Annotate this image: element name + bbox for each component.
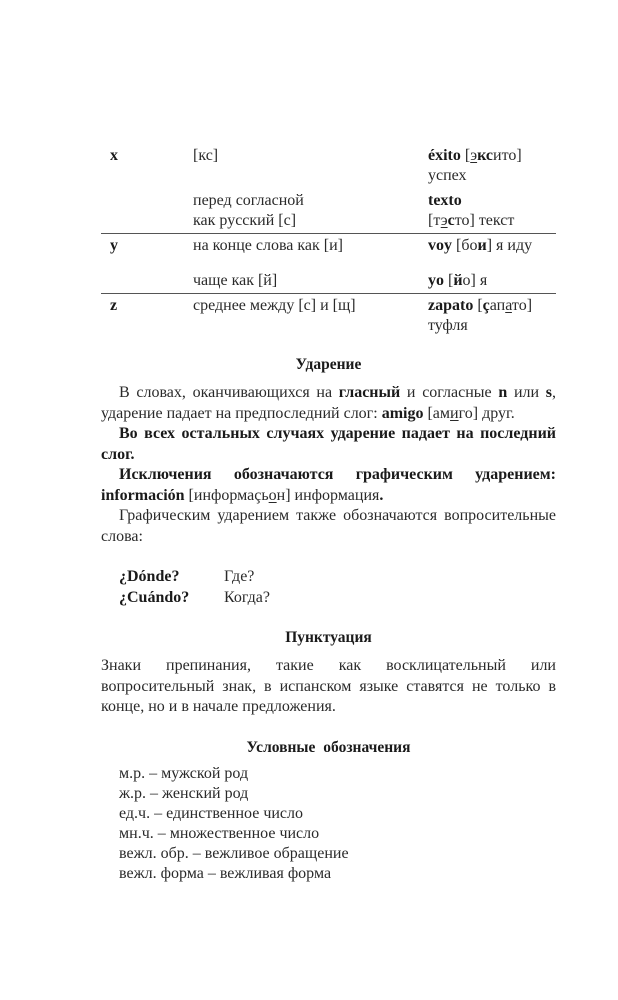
letter-z: z — [110, 297, 118, 314]
abbreviation-item: вежл. форма – вежливая форма — [119, 865, 332, 882]
section-heading-stress: Ударение — [295, 356, 362, 373]
stress-paragraph-4: Графическим ударением также обозначаются вопросительные слова: — [101, 507, 556, 545]
abbreviation-item: м.р. – мужской род — [119, 765, 249, 782]
stress-paragraph-1: В словах, оканчивающихся на гласный и согласные n или s, ударение падает на предпоследний слог: amigo [амиго] друг. — [101, 384, 557, 422]
abbreviation-item: вежл. обр. – вежливое обращение — [119, 845, 349, 862]
punctuation-text: Знаки препинания, такие как восклицательный или вопросительный знак, в испанском языке ставятся не только в конце, но и в начале предложения. — [101, 657, 556, 715]
abbreviation-item: ж.р. – женский род — [119, 785, 249, 802]
rule-text: на конце слова как [и] — [193, 237, 344, 254]
section-heading-abbreviations: Условные обозначения — [246, 739, 411, 756]
rule-text: чаще как [й] — [193, 272, 278, 289]
abbreviation-item: мн.ч. – множественное число — [119, 825, 320, 842]
translation: успех — [428, 167, 467, 184]
example: zapato [çапато] — [428, 297, 533, 314]
example: éxito [эксито] — [428, 147, 522, 164]
example-word: texto — [428, 192, 462, 209]
example: yo [йо] я — [428, 272, 488, 289]
abbreviation-item: ед.ч. – единственное число — [119, 805, 304, 822]
stress-paragraph-2: Во всех остальных случаях ударение падает на последний слог. — [101, 425, 556, 463]
rule-text: перед согласной — [193, 192, 304, 209]
punctuation-paragraph — [101, 656, 556, 718]
letter-x: x — [110, 147, 118, 164]
translation: туфля — [428, 317, 468, 334]
table-rule — [101, 293, 556, 294]
table-rule — [101, 233, 556, 234]
example: [тэсто] текст — [428, 212, 515, 229]
section-heading-punctuation: Пунктуация — [285, 629, 372, 646]
rule-text: как русский [с] — [193, 212, 297, 229]
rule-text: [кс] — [193, 147, 219, 164]
rule-text: среднее между [с] и [щ] — [193, 297, 356, 314]
letter-y: y — [110, 237, 118, 254]
example: voy [бои] я иду — [428, 237, 533, 254]
stress-paragraph-3: Исключения обозначаются графическим ударением: información [информаçьон] информация. — [101, 466, 556, 504]
question-row: ¿Cuándo? Когда? — [119, 589, 270, 606]
stress-section — [101, 383, 556, 547]
question-row: ¿Dónde? Где? — [119, 568, 255, 585]
